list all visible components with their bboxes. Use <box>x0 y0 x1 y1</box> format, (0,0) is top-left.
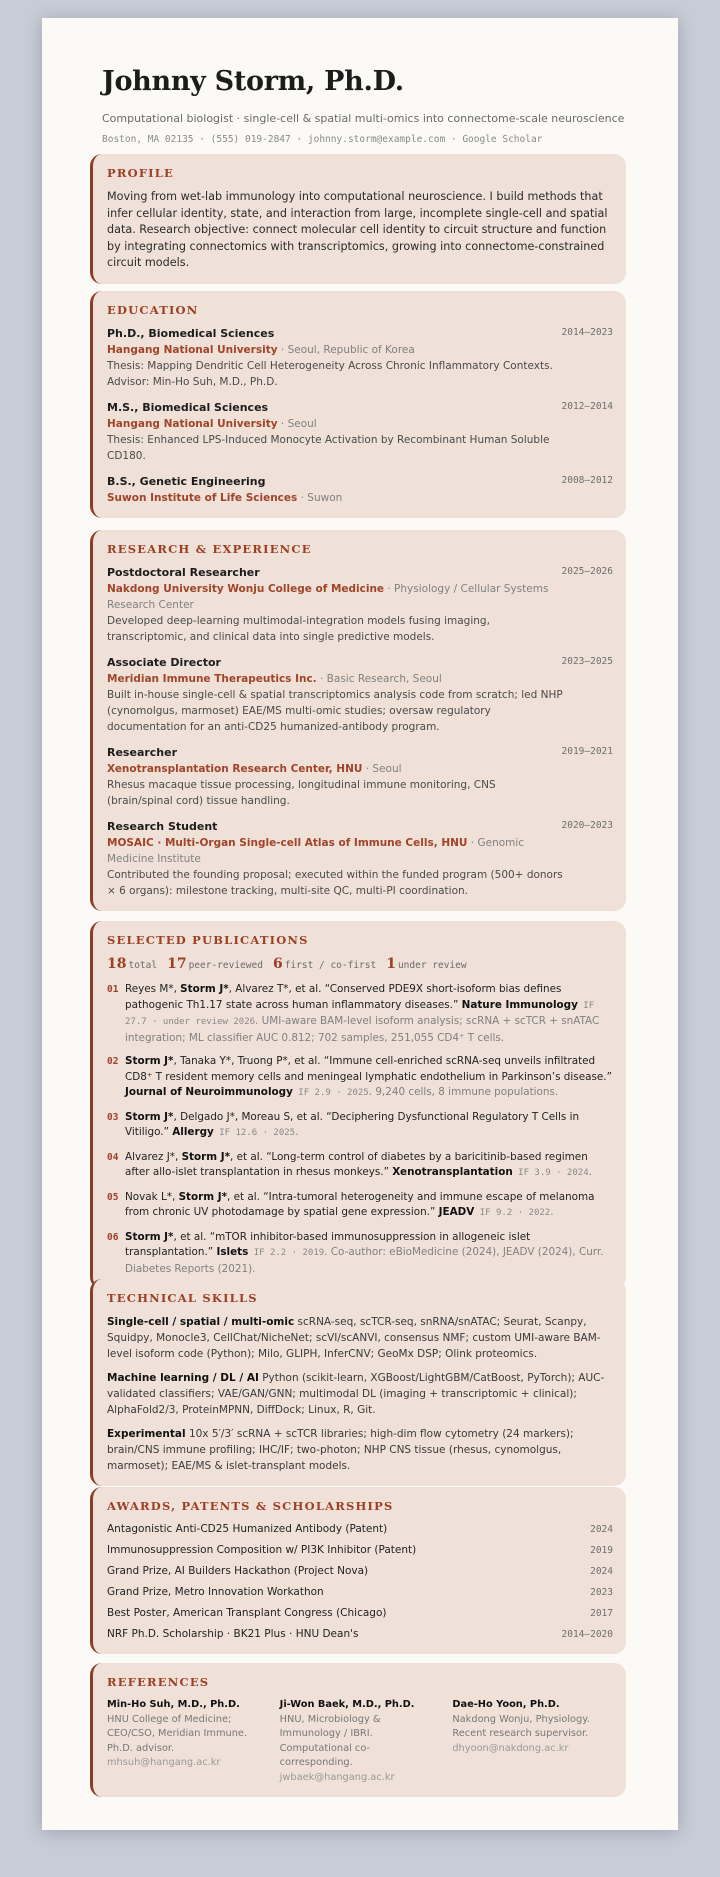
section-heading: RESEARCH & EXPERIENCE <box>107 542 312 556</box>
section-heading: EDUCATION <box>107 303 199 317</box>
award-item <box>107 1585 613 1600</box>
reference-email[interactable]: jwbaek@hangang.ac.kr <box>279 1771 395 1783</box>
award-year: 2017 <box>590 1608 613 1619</box>
award-item <box>107 1522 613 1537</box>
journal-name: Islets <box>216 1246 249 1258</box>
publication-citation <box>125 982 613 1046</box>
entry-location: · Seoul, Republic of Korea <box>277 344 415 356</box>
entry-organization: Hangang National University <box>107 344 278 356</box>
publication-number: 05 <box>107 1191 119 1203</box>
publication-item <box>107 1054 613 1102</box>
experience-section <box>90 530 626 911</box>
entry-organization: Nakdong University Wonju College of Medicine <box>107 583 385 595</box>
profile-text: Moving from wet-lab immunology into computational neuroscience. I build methods that infer cellular identity, state, and interaction from large, incomplete single-cell and spatial data. Research objective: connect molecular cell identity to circuit structure and function by integrating connectomics with transcriptomics, growing into connectome-constrained circuit models. <box>107 190 608 269</box>
entry-organization: Xenotransplantation Research Center, HNU <box>107 763 363 775</box>
award-label: Immunosuppression Composition w/ PI3K Inhibitor (Patent) <box>107 1544 417 1556</box>
author-self: Storm J* <box>125 1055 174 1067</box>
entry-description: Developed deep-learning multimodal-integration models fusing imaging, transcriptomic, and clinical data into single predictive models. <box>107 615 490 643</box>
publication-citation <box>125 1230 613 1278</box>
journal-meta: IF 2.9 · 2025 <box>292 1088 369 1098</box>
citation-title: , Tanaka Y*, Truong P*, et al. “Immune cell-enriched scRNA-seq unveils infiltrated CD8⁺ T resident memory cells and meningeal lymphatic endothelium in Parkinson’s disease.” <box>125 1055 612 1083</box>
education-entry <box>107 474 613 506</box>
publications-section <box>90 921 626 1289</box>
award-label: Best Poster, American Transplant Congress (Chicago) <box>107 1607 387 1619</box>
entry-description: Rhesus macaque tissue processing, longitudinal immune monitoring, CNS (brain/spinal cord) tissue handling. <box>107 779 496 807</box>
entry-organization: Hangang National University <box>107 418 278 430</box>
authors-before: Alvarez J*, <box>125 1150 182 1163</box>
stat-label: first / co-first <box>284 960 377 971</box>
skill-list <box>107 1314 613 1474</box>
contact-line: Boston, MA 02135 · (555) 019-2847 · johnny.storm@example.com · Google Scholar <box>102 133 543 145</box>
award-label: Grand Prize, AI Builders Hackathon (Project Nova) <box>107 1565 369 1577</box>
publication-citation <box>125 1054 613 1102</box>
citation-title: , Alvarez T*, et al. “Conserved PDE9X short-isoform bias defines pathogenic Th1.17 state across human inflammatory diseases.” <box>125 983 562 1011</box>
entry-organization: MOSAIC · Multi-Organ Single-cell Atlas of Immune Cells, HNU <box>107 837 468 849</box>
entry-org-line <box>107 581 613 613</box>
skill-group <box>107 1314 613 1362</box>
publication-number: 02 <box>107 1056 119 1067</box>
publication-stats <box>107 956 613 972</box>
entry-description: Thesis: Enhanced LPS-Induced Monocyte Activation by Recombinant Human Soluble CD180. <box>107 434 550 462</box>
publication-note: . 9,240 cells, 8 immune populations. <box>368 1086 559 1098</box>
profile-section <box>90 154 626 284</box>
authors-before: Novak L*, <box>125 1190 179 1203</box>
skill-details: 10x 5′/3′ scRNA + scTCR libraries; high-dim flow cytometry (24 markers); brain/CNS immune profiling; IHC/IF; two-photon; NHP CNS tissue (rhesus, cynomolgus, marmoset); EAE/MS & islet-transplant models. <box>107 1428 574 1472</box>
citation-title: , et al. “Long-term control of diabetes by a baricitinib-based regimen after allo-islet transplantation in rhesus monkeys.” <box>125 1150 588 1178</box>
section-heading: TECHNICAL SKILLS <box>107 1291 258 1305</box>
author-self: Storm J* <box>178 1190 228 1203</box>
reference-name: Dae-Ho Yoon, Ph.D. <box>452 1699 560 1710</box>
reference-item <box>452 1698 613 1785</box>
stat-label: peer-reviewed <box>188 960 263 971</box>
section-heading: PROFILE <box>107 166 175 180</box>
award-item <box>107 1627 613 1642</box>
reference-name: Ji-Won Baek, M.D., Ph.D. <box>279 1699 415 1710</box>
stat-label: total <box>128 960 158 971</box>
publication-number: 04 <box>107 1151 119 1163</box>
entry-title: Associate Director <box>107 656 221 669</box>
skill-group <box>107 1370 613 1418</box>
publication-item <box>107 1190 613 1222</box>
awards-section <box>90 1487 626 1654</box>
publication-item <box>107 1230 613 1278</box>
author-self: Storm J* <box>180 983 229 995</box>
skill-category: Single-cell / spatial / multi-omic <box>107 1316 295 1328</box>
skill-category: Experimental <box>107 1428 186 1440</box>
journal-meta: IF 2.2 · 2019 <box>248 1248 325 1258</box>
award-year: 2014–2020 <box>561 1629 613 1640</box>
journal-name: Xenotransplantation <box>392 1166 513 1178</box>
skill-details: Python (scikit-learn, XGBoost/LightGBM/CatBoost, PyTorch); AUC-validated classifiers; VAE/GAN/GNN; multimodal DL (imaging + transcriptomic + clinical); AlphaFold2/3, ProteinMPNN, DiffDock; Linux, R, Git. <box>107 1372 605 1416</box>
entry-location: · Physiology / Cellular Systems Research Center <box>107 583 549 611</box>
reference-email[interactable]: mhsuh@hangang.ac.kr <box>107 1757 221 1768</box>
section-heading: REFERENCES <box>107 1675 210 1689</box>
entry-description: Contributed the founding proposal; executed within the funded program (500+ donors × 6 organs): milestone tracking, multi-site QC, multi-PI coordination. <box>107 869 563 897</box>
journal-name: Allergy <box>172 1126 214 1138</box>
publication-note: . <box>550 1206 554 1218</box>
entry-org-line <box>107 835 613 867</box>
experience-entry <box>107 565 613 645</box>
publication-list <box>107 982 613 1277</box>
entry-date: 2008–2012 <box>561 475 613 486</box>
section-heading: AWARDS, PATENTS & SCHOLARSHIPS <box>107 1499 394 1513</box>
reference-email[interactable]: dhyoon@nakdong.ac.kr <box>452 1742 569 1754</box>
education-entry <box>107 400 613 464</box>
entry-date: 2019–2021 <box>561 746 613 757</box>
award-label: Antagonistic Anti-CD25 Humanized Antibody (Patent) <box>107 1523 388 1535</box>
reference-item <box>280 1698 441 1785</box>
skill-details: scRNA-seq, scTCR-seq, snRNA/snATAC; Seurat, Scanpy, Squidpy, Monocle3, CellChat/NicheNet; scVI/scANVI, consensus NMF; custom UMI-aware BAM-level isoform code (Python); Milo, GLIPH, InferCNV; GeoMx DSP; Olink proteomics. <box>107 1316 601 1360</box>
stat-count: 17 <box>167 956 187 972</box>
journal-name: Nature Immunology <box>461 998 578 1011</box>
education-section <box>90 291 626 518</box>
author-self: Storm J* <box>125 1230 174 1243</box>
entry-location: · Suwon <box>297 492 343 504</box>
section-heading: SELECTED PUBLICATIONS <box>107 933 309 947</box>
author-self: Storm J* <box>181 1150 231 1163</box>
award-year: 2023 <box>590 1587 613 1598</box>
resume-header <box>102 66 642 145</box>
citation-title: , et al. “Intra-tumoral heterogeneity and immune escape of melanoma from chronic UV photodamage by spatial gene expression.” <box>125 1190 595 1218</box>
entry-date: 2023–2025 <box>561 656 613 667</box>
journal-name: Journal of Neuroimmunology <box>125 1086 293 1098</box>
award-year: 2019 <box>590 1545 613 1556</box>
publication-item <box>107 1110 613 1142</box>
experience-entry <box>107 655 613 735</box>
award-label: NRF Ph.D. Scholarship · BK21 Plus · HNU Dean's <box>107 1628 359 1640</box>
publication-note: . UMI-aware BAM-level isoform analysis; scRNA + scTCR + snATAC integration; ML classifier AUC 0.812; 702 samples, 251,055 CD4⁺ T cells. <box>125 1015 600 1044</box>
citation-title: , Delgado J*, Moreau S, et al. “Deciphering Dysfunctional Regulatory T Cells in Vitiligo.” <box>125 1110 580 1138</box>
journal-meta: IF 12.6 · 2025 <box>213 1128 296 1138</box>
publication-number: 06 <box>107 1231 119 1243</box>
publication-item <box>107 1150 613 1182</box>
entry-date: 2020–2023 <box>561 820 613 831</box>
entry-date: 2025–2026 <box>561 566 613 577</box>
entry-location: · Seoul <box>277 418 317 430</box>
entry-date: 2014–2023 <box>561 327 613 338</box>
journal-meta: IF 3.9 · 2024 <box>512 1168 589 1178</box>
award-year: 2024 <box>590 1566 613 1577</box>
experience-list <box>107 565 613 899</box>
reference-description: HNU, Microbiology & Immunology / IBRI. Computational co-corresponding. <box>279 1713 381 1768</box>
entry-title: M.S., Biomedical Sciences <box>107 401 269 414</box>
entry-organization: Suwon Institute of Life Sciences <box>107 492 298 504</box>
experience-entry <box>107 819 613 899</box>
skills-section <box>90 1279 626 1486</box>
citation-title: , et al. “mTOR inhibitor-based immunosuppression in allogeneic islet transplantation.” <box>125 1230 531 1258</box>
entry-title: Researcher <box>107 746 178 759</box>
journal-name: JEADV <box>438 1206 475 1218</box>
resume-page <box>42 18 678 1830</box>
publication-number: 03 <box>107 1111 119 1123</box>
author-self: Storm J* <box>125 1110 174 1123</box>
publication-citation <box>125 1110 613 1142</box>
stat-label: under review <box>397 960 467 971</box>
award-item <box>107 1606 613 1621</box>
entry-org-line <box>107 416 613 432</box>
entry-org-line <box>107 490 613 506</box>
entry-title: B.S., Genetic Engineering <box>107 475 266 488</box>
experience-entry <box>107 745 613 809</box>
entry-org-line <box>107 671 613 687</box>
entry-org-line <box>107 342 613 358</box>
entry-title: Ph.D., Biomedical Sciences <box>107 327 275 340</box>
entry-location: · Seoul <box>362 763 402 775</box>
reference-description: HNU College of Medicine; CEO/CSO, Meridian Immune. Ph.D. advisor. <box>107 1713 248 1754</box>
reference-list <box>107 1698 613 1785</box>
award-label: Grand Prize, Metro Innovation Workathon <box>107 1586 324 1598</box>
entry-organization: Meridian Immune Therapeutics Inc. <box>107 673 317 685</box>
reference-description: Nakdong Wonju, Physiology. Recent research supervisor. <box>452 1713 590 1739</box>
references-section <box>90 1663 626 1797</box>
publication-note: . <box>588 1166 592 1178</box>
publication-note: . Co-author: eBioMedicine (2024), JEADV (2024), Curr. Diabetes Reports (2021). <box>125 1246 604 1275</box>
award-item <box>107 1564 613 1579</box>
entry-location: · Genomic Medicine Institute <box>107 837 525 865</box>
publication-item <box>107 982 613 1046</box>
entry-location: · Basic Research, Seoul <box>316 673 442 685</box>
journal-meta: IF 27.7 · under review 2026 <box>125 1000 595 1027</box>
education-entry <box>107 326 613 390</box>
entry-description: Built in-house single-cell & spatial transcriptomics analysis code from scratch; led NHP (cynomolgus, marmoset) EAE/MS multi-omic studies; oversaw regulatory documentation for an anti-CD25 humanized-antibody program. <box>107 689 563 733</box>
stat-count: 6 <box>272 956 283 972</box>
publication-number: 01 <box>107 984 119 995</box>
entry-description: Thesis: Mapping Dendritic Cell Heterogeneity Across Chronic Inflammatory Contexts. Advisor: Min-Ho Suh, M.D., Ph.D. <box>107 360 553 388</box>
skill-category: Machine learning / DL / AI <box>107 1372 259 1384</box>
award-item <box>107 1543 613 1558</box>
reference-name: Min-Ho Suh, M.D., Ph.D. <box>107 1699 240 1710</box>
publication-citation <box>125 1150 613 1182</box>
stat-count: 18 <box>107 956 127 972</box>
stat-count: 1 <box>386 956 396 972</box>
tagline: Computational biologist · single-cell & spatial multi-omics into connectome-scale neuroscience <box>102 112 625 126</box>
skill-group <box>107 1426 613 1474</box>
education-list <box>107 326 613 506</box>
publication-note: . <box>295 1126 299 1138</box>
reference-item <box>107 1698 268 1785</box>
award-year: 2024 <box>590 1524 613 1535</box>
entry-title: Postdoctoral Researcher <box>107 566 260 579</box>
entry-org-line <box>107 761 613 777</box>
authors-before: Reyes M*, <box>125 983 181 995</box>
entry-date: 2012–2014 <box>561 401 613 412</box>
award-list <box>107 1522 613 1642</box>
publication-citation <box>125 1190 613 1222</box>
journal-meta: IF 9.2 · 2022 <box>474 1208 551 1218</box>
entry-title: Research Student <box>107 820 218 833</box>
candidate-name: Johnny Storm, Ph.D. <box>102 66 404 97</box>
